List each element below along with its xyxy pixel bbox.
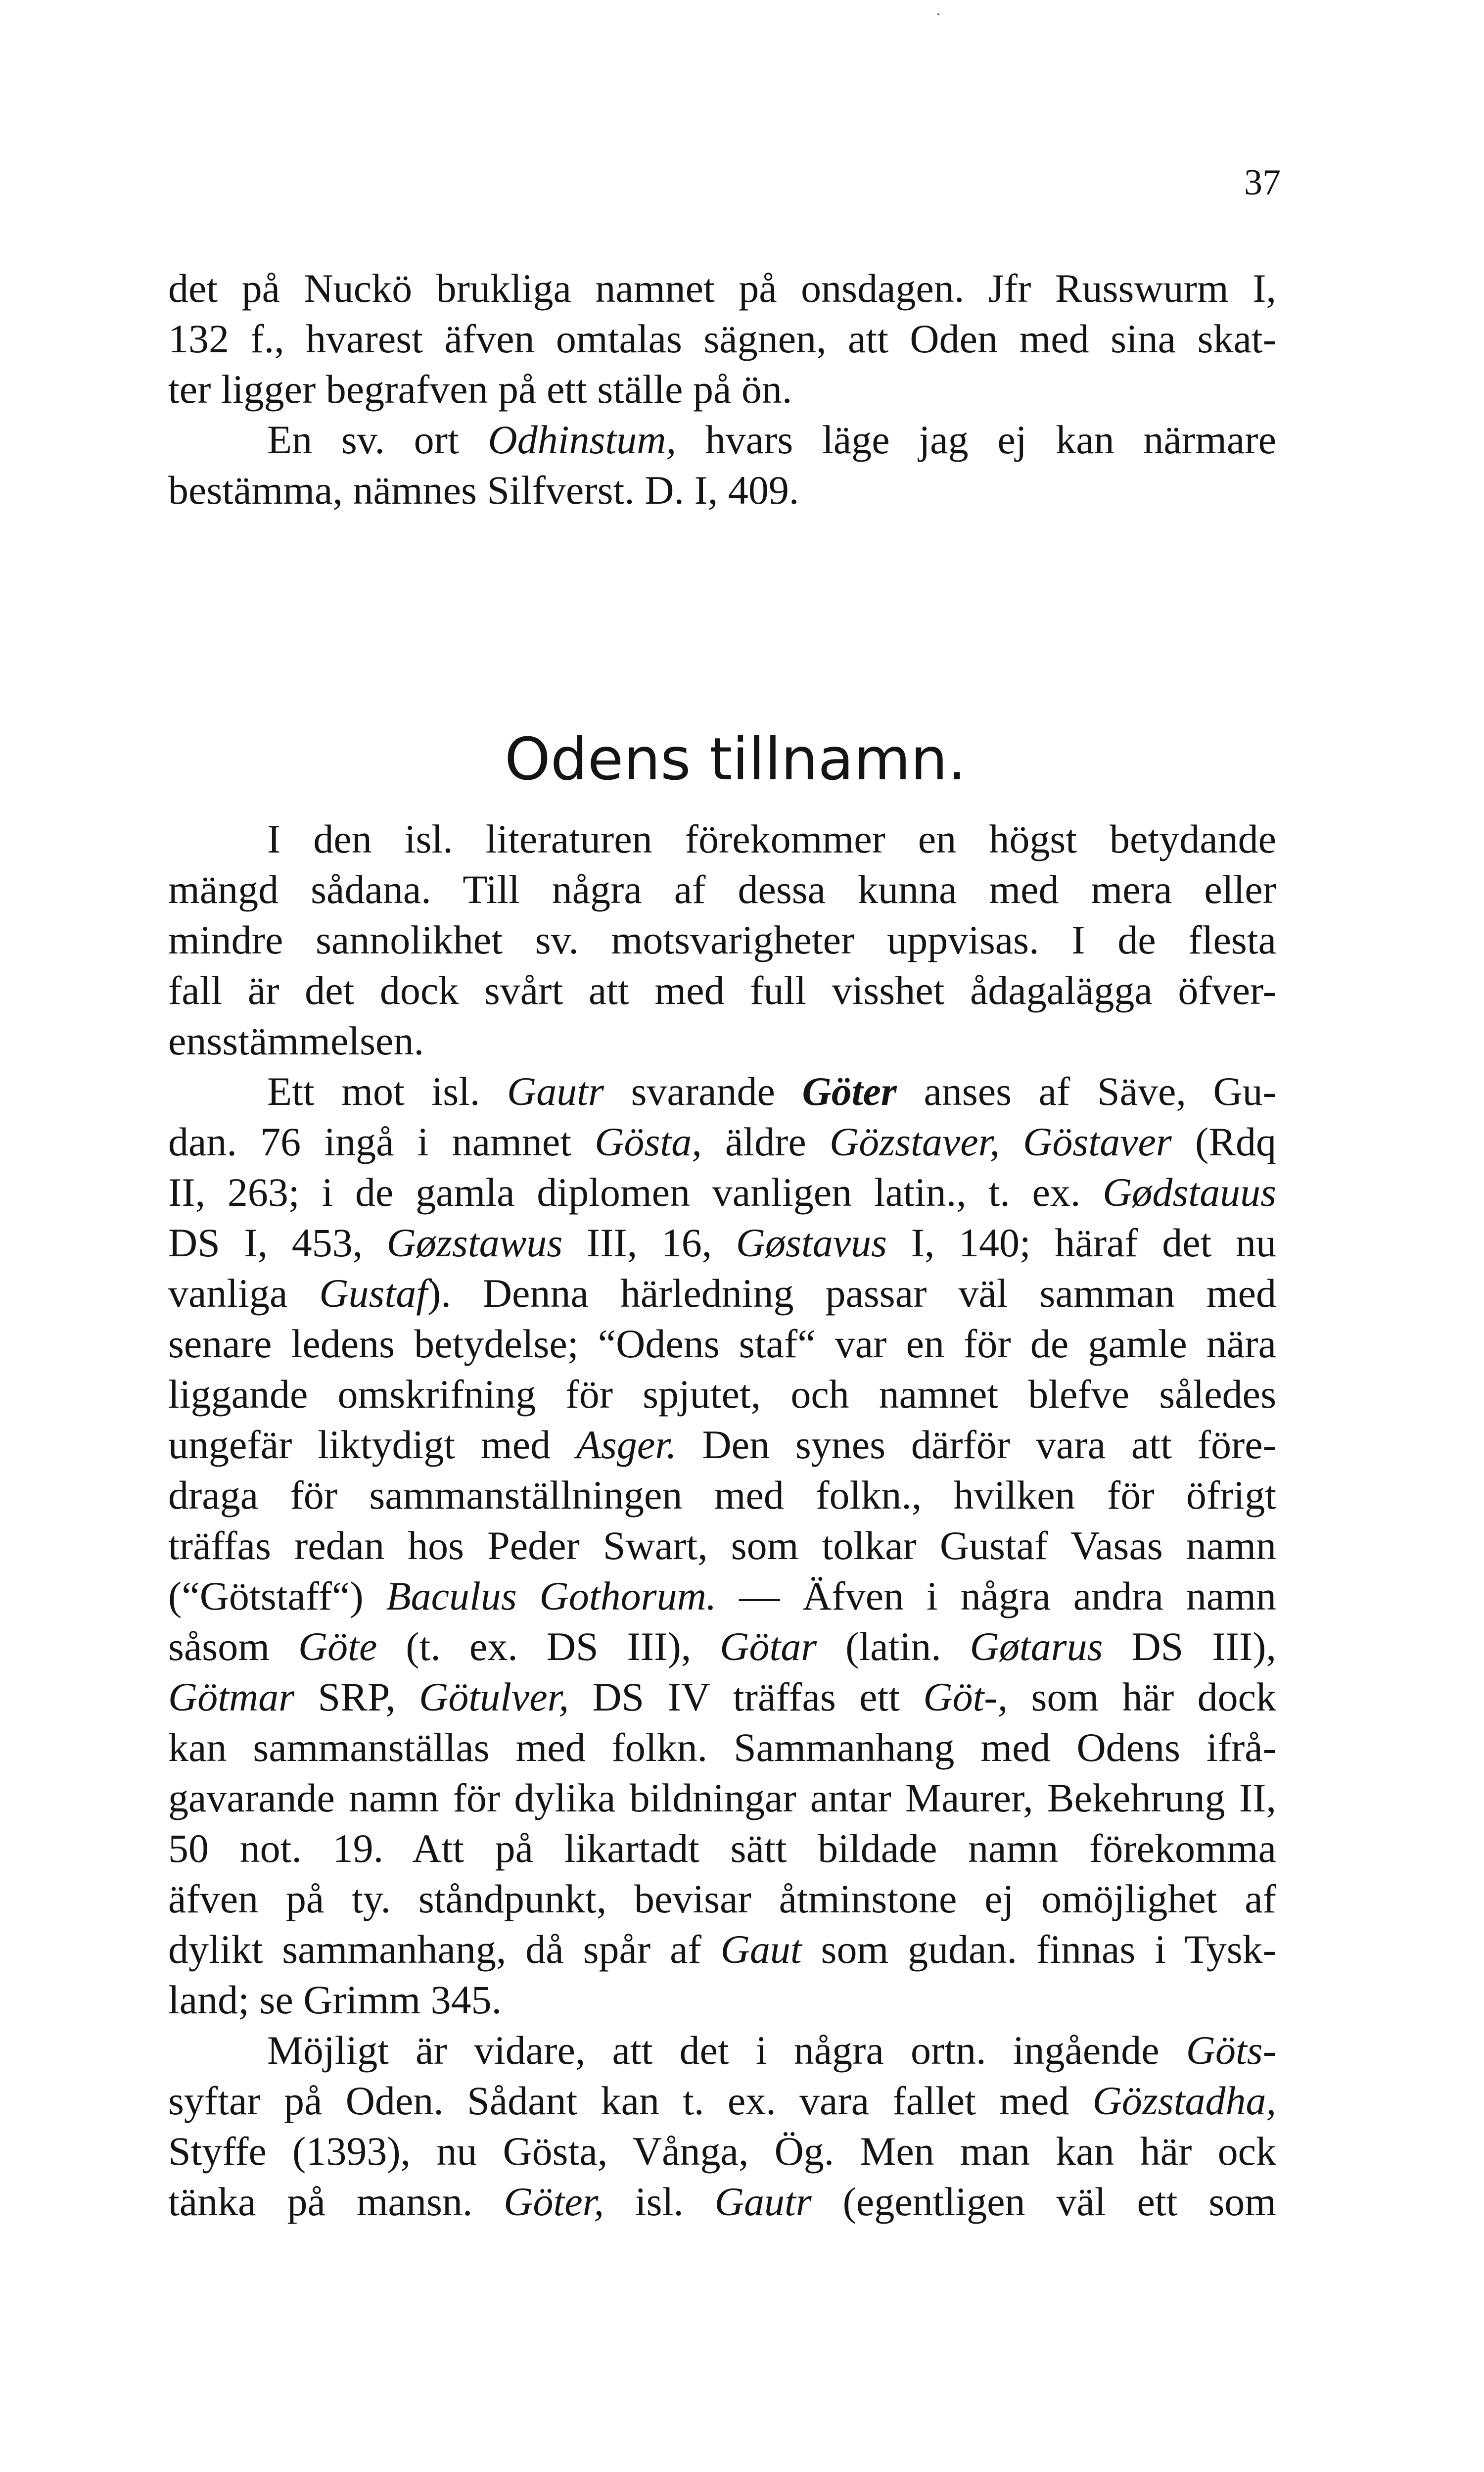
text-line: det på Nuckö brukliga namnet på onsdagen. Jfr Russwurm I, — [168, 266, 1276, 311]
italic-term: Göts- — [1186, 2028, 1276, 2073]
italic-term: Gøstavus — [736, 1220, 887, 1265]
italic-term: Götmar — [168, 1674, 295, 1719]
text-line: Götmar SRP, Götulver, DS IV träffas ett Göt-, som här dock — [168, 1674, 1276, 1719]
text-line: vanliga Gustaf). Denna härledning passar väl samman med — [168, 1271, 1276, 1316]
text-line: dan. 76 ingå i namnet Gösta, äldre Gözstaver, Göstaver (Rdq — [168, 1119, 1277, 1164]
italic-term: Göstaver — [1023, 1119, 1172, 1164]
text-line: I den isl. literaturen förekommer en högst betydande — [267, 816, 1276, 861]
italic-term: Gødstauus — [1103, 1170, 1276, 1215]
text-line: ungefär liktydigt med Asger. Den synes därför vara att före- — [168, 1422, 1276, 1467]
stray-dot — [937, 13, 939, 15]
text-line: fall är det dock svårt att med full visshet ådagalägga öfver- — [168, 968, 1276, 1013]
text-line: DS I, 453, Gøzstawus III, 16, Gøstavus I, 140; häraf det nu — [168, 1220, 1276, 1265]
text-line: liggande omskrifning för spjutet, och namnet blefve således — [168, 1372, 1276, 1417]
italic-term: Gøzstawus — [386, 1220, 563, 1265]
text-line: äfven på ty. ståndpunkt, bevisar åtminstone ej omöjlighet af — [168, 1876, 1276, 1921]
bold-italic-term: Göter — [802, 1069, 897, 1114]
text-line: kan sammanställas med folkn. Sammanhang med Odens ifrå- — [168, 1725, 1276, 1770]
italic-term: Götulver, — [419, 1674, 569, 1719]
italic-term: Götar — [720, 1624, 817, 1669]
italic-term: Gözstaver, — [830, 1119, 1000, 1164]
text-line: Ett mot isl. Gautr svarande Göter anses af Säve, Gu- — [267, 1069, 1276, 1114]
text-line: Möjligt är vidare, att det i några ortn. ingående Göts- — [267, 2028, 1276, 2073]
italic-term: Gustaf — [319, 1271, 428, 1316]
text-line: ter ligger begrafven på ett ställe på ön. — [168, 367, 792, 412]
italic-term: Gøtarus — [970, 1624, 1103, 1669]
italic-term: Gözstadha, — [1092, 2078, 1276, 2123]
text-line: gavarande namn för dylika bildningar antar Maurer, Bekehrung II, — [168, 1775, 1276, 1820]
text-line: 50 not. 19. Att på likartadt sätt bildade namn förekomma — [168, 1826, 1276, 1871]
text-line: tänka på mansn. Göter, isl. Gautr (egentligen väl ett som — [168, 2179, 1277, 2224]
page-number: 37 — [1244, 162, 1281, 203]
text-line: En sv. ort Odhinstum, hvars läge jag ej kan närmare — [267, 417, 1276, 462]
text-line: syftar på Oden. Sådant kan t. ex. vara fallet med Gözstadha, — [168, 2078, 1276, 2123]
text-line: dylikt sammanhang, då spår af Gaut som gudan. finnas i Tysk- — [168, 1927, 1276, 1972]
italic-term: Göter, — [504, 2179, 604, 2224]
italic-term: Asger. — [576, 1422, 677, 1467]
text-line: II, 263; i de gamla diplomen vanligen latin., t. ex. Gødstauus — [168, 1170, 1276, 1215]
text-line: såsom Göte (t. ex. DS III), Götar (latin. Gøtarus DS III), — [168, 1624, 1276, 1669]
text-line: bestämma, nämnes Silfverst. D. I, 409. — [168, 468, 799, 513]
text-line: 132 f., hvarest äfven omtalas sägnen, att Oden med sina skat- — [168, 316, 1276, 361]
italic-term: Göte — [298, 1624, 377, 1669]
text-line: land; se Grimm 345. — [168, 1977, 502, 2022]
text-line: (“Götstaff“) Baculus Gothorum. — Äfven i några andra namn — [168, 1573, 1277, 1618]
text-line: ensstämmelsen. — [168, 1018, 424, 1063]
italic-term: Gautr — [714, 2179, 812, 2224]
italic-term: Göt-, — [923, 1674, 1008, 1719]
text-line: mindre sannolikhet sv. motsvarigheter uppvisas. I de flesta — [168, 917, 1276, 962]
text-line: mängd sådana. Till några af dessa kunna med mera eller — [168, 867, 1276, 912]
text-line: senare ledens betydelse; “Odens staf“ var en för de gamle nära — [168, 1321, 1276, 1366]
italic-term: Gösta, — [595, 1119, 702, 1164]
italic-term: Baculus Gothorum. — [386, 1573, 717, 1618]
text-line: träffas redan hos Peder Swart, som tolkar Gustaf Vasas namn — [168, 1523, 1276, 1568]
italic-term: Odhinstum, — [488, 417, 676, 462]
text-line: Styffe (1393), nu Gösta, Vånga, Ög. Men man kan här ock — [168, 2129, 1276, 2174]
italic-term: Gautr — [507, 1069, 604, 1114]
section-heading: Odens tillnamn. — [505, 725, 967, 793]
italic-term: Gaut — [720, 1927, 802, 1972]
text-line: draga för sammanställningen med folkn., hvilken för öfrigt — [168, 1473, 1276, 1518]
